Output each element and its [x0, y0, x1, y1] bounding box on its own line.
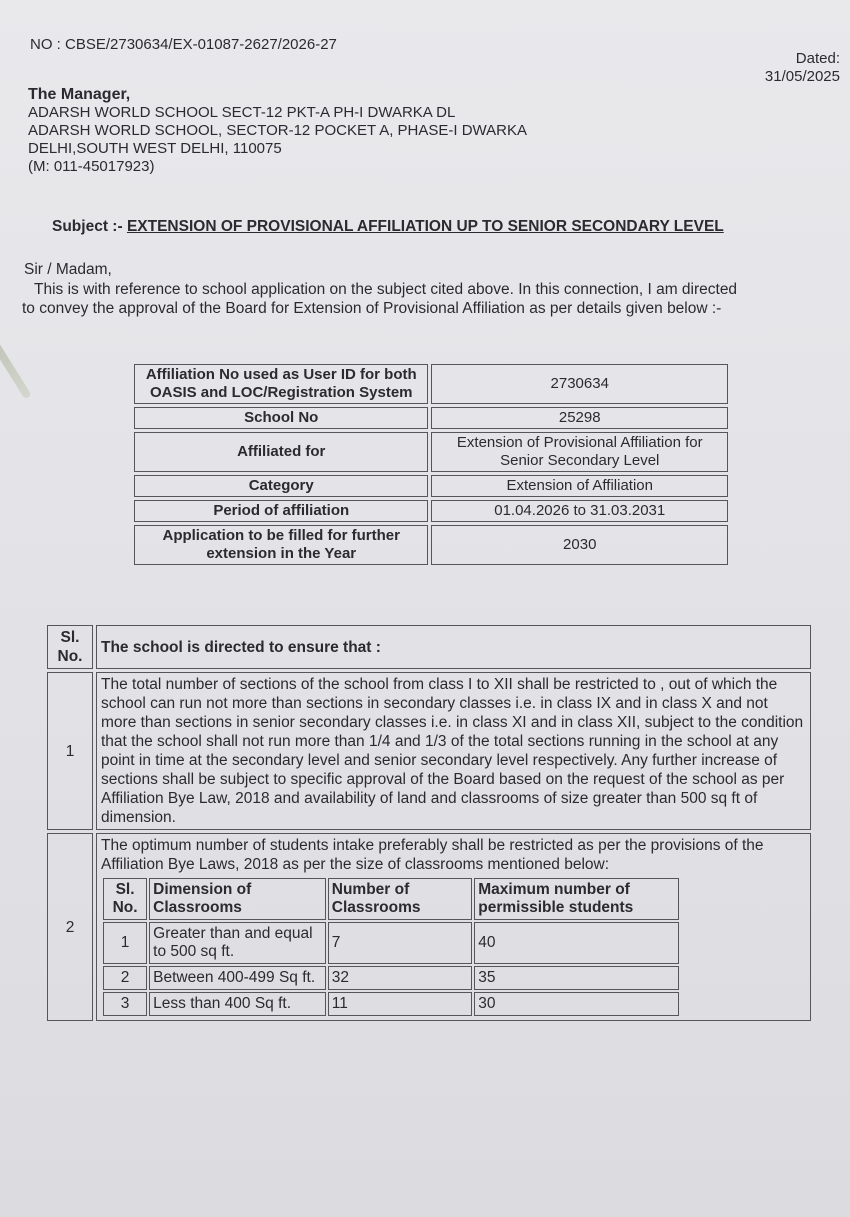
- detail-key: Application to be filled for further extension in the Year: [134, 525, 428, 565]
- cell-sl: 1: [103, 922, 147, 964]
- column-header: Maximum number of permissible students: [474, 878, 679, 920]
- direction-text: The optimum number of students intake preferably shall be restricted as per the provisions of the Affiliation Bye Laws, 2018 as per the size of classrooms mentioned below:: [101, 837, 764, 873]
- table-row: [134, 407, 728, 429]
- classroom-capacity-table: [101, 876, 681, 1018]
- subject-line: [52, 218, 724, 236]
- table-row: [134, 475, 728, 497]
- directions-header: The school is directed to ensure that :: [96, 625, 811, 669]
- address-line-3: DELHI,SOUTH WEST DELHI, 110075: [28, 140, 282, 157]
- affiliation-details-table: [131, 361, 731, 568]
- column-header: Dimension of Classrooms: [149, 878, 326, 920]
- table-row: [47, 833, 811, 1021]
- detail-value: 2730634: [431, 364, 728, 404]
- sl-no: 1: [47, 672, 93, 830]
- column-header: Number of Classrooms: [328, 878, 473, 920]
- address-line-1: ADARSH WORLD SCHOOL SECT-12 PKT-A PH-I DWARKA DL: [28, 104, 456, 121]
- dated-value: 31/05/2025: [764, 68, 840, 85]
- table-row: [134, 500, 728, 522]
- address-line-2: ADARSH WORLD SCHOOL, SECTOR-12 POCKET A, PHASE-I DWARKA: [28, 122, 527, 139]
- cell-classrooms: 7: [328, 922, 473, 964]
- cell-classrooms: 32: [328, 966, 473, 990]
- table-row: [134, 525, 728, 565]
- detail-value: 25298: [431, 407, 728, 429]
- intro-line-1: This is with reference to school application on the subject cited above. In this connection, I am directed: [34, 281, 738, 298]
- sl-no: 2: [47, 833, 93, 1021]
- cell-max-students: 35: [474, 966, 679, 990]
- directions-table: [44, 622, 814, 1024]
- addressee: The Manager,: [28, 86, 131, 103]
- table-header-row: [103, 878, 679, 920]
- detail-value: Extension of Affiliation: [431, 475, 728, 497]
- table-row: [103, 992, 679, 1016]
- detail-value: Extension of Provisional Affiliation for Senior Secondary Level: [431, 432, 728, 472]
- detail-key: Affiliated for: [134, 432, 428, 472]
- column-header: Sl. No.: [103, 878, 147, 920]
- table-row: [103, 922, 679, 964]
- intro-paragraph: [22, 280, 842, 318]
- detail-value: 01.04.2026 to 31.03.2031: [431, 500, 728, 522]
- cell-sl: 3: [103, 992, 147, 1016]
- table-row: [47, 625, 811, 669]
- date-block: [765, 50, 840, 86]
- subject-label: Subject :-: [52, 218, 123, 235]
- cell-sl: 2: [103, 966, 147, 990]
- table-row: [134, 432, 728, 472]
- cell-classrooms: 11: [328, 992, 473, 1016]
- detail-key: Affiliation No used as User ID for both OASIS and LOC/Registration System: [134, 364, 428, 404]
- dated-label: Dated:: [795, 50, 840, 67]
- detail-key: Period of affiliation: [134, 500, 428, 522]
- cell-dimension: Less than 400 Sq ft.: [149, 992, 326, 1016]
- detail-key: Category: [134, 475, 428, 497]
- intro-line-2: to convey the approval of the Board for Extension of Provisional Affiliation as per details given below :-: [22, 300, 722, 317]
- detail-value: 2030: [431, 525, 728, 565]
- direction-cell: [96, 833, 811, 1021]
- table-row: [103, 966, 679, 990]
- address-block: [28, 86, 527, 176]
- address-phone: (M: 011-45017923): [28, 158, 155, 175]
- cell-max-students: 40: [474, 922, 679, 964]
- cell-dimension: Greater than and equal to 500 sq ft.: [149, 922, 326, 964]
- cell-dimension: Between 400-499 Sq ft.: [149, 966, 326, 990]
- salutation: Sir / Madam,: [24, 261, 112, 278]
- table-row: [134, 364, 728, 404]
- reference-number: NO : CBSE/2730634/EX-01087-2627/2026-27: [30, 36, 337, 53]
- subject-text: EXTENSION OF PROVISIONAL AFFILIATION UP TO SENIOR SECONDARY LEVEL: [126, 218, 724, 235]
- cell-max-students: 30: [474, 992, 679, 1016]
- direction-text: The total number of sections of the school from class I to XII shall be restricted to , out of which the school can run not more than sections in secondary classes i.e. in class IX and in class X and not more than sections in senior secondary classes i.e. in class XI and in class XII, subject to the condition that the school shall not run more than 1/4 and 1/3 of the total sections running in the school at any point in time at the secondary level and senior secondary level respectively. Any further increase of sections shall be subject to specific approval of the Board based on the request of the school as per Affiliation Bye Law, 2018 and availability of land and classrooms of size greater than 500 sq ft of dimension.: [96, 672, 811, 830]
- sl-no-header: Sl. No.: [47, 625, 93, 669]
- table-row: [47, 672, 811, 830]
- detail-key: School No: [134, 407, 428, 429]
